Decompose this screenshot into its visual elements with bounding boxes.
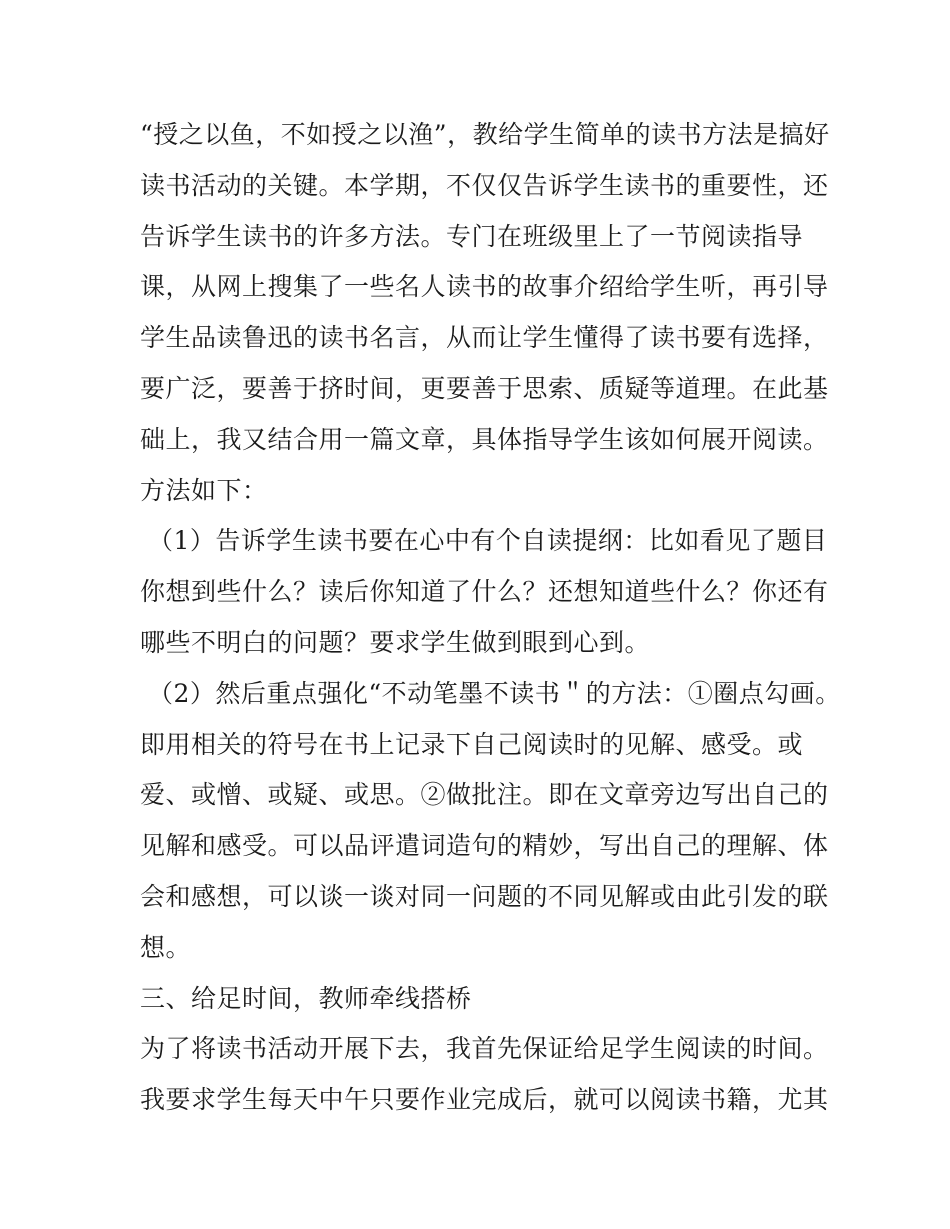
- text-line: 课，从网上搜集了一些名人读书的故事介绍给学生听，再引导: [140, 272, 829, 302]
- text-line: “授之以鱼，不如授之以渔”，教给学生简单的读书方法是搞好: [140, 120, 830, 149]
- text-line: 础上，我又结合用一篇文章，具体指导学生该如何展开阅读。: [140, 424, 829, 454]
- text-line: 见解和感受。可以品评遣词造句的精妙，写出自己的理解、体: [140, 831, 829, 861]
- text-line: 学生品读鲁迅的读书名言，从而让学生懂得了读书要有选择，: [140, 323, 829, 353]
- text-line: 哪些不明白的问题？要求学生做到眼到心到。: [140, 627, 651, 657]
- text-line: 爱、或憎、或疑、或思。②做批注。即在文章旁边写出自己的: [140, 780, 829, 810]
- text-line: 会和感想，可以谈一谈对同一问题的不同见解或由此引发的联: [140, 881, 829, 911]
- text-line: 读书活动的关键。本学期，不仅仅告诉学生读书的重要性，还: [140, 170, 829, 200]
- section-heading: 三、给足时间，教师牵线搭桥: [140, 983, 472, 1013]
- list-item-2: （2）然后重点强化“不动笔墨不读书＂的方法：①圈点勾画。: [148, 678, 841, 708]
- body-text: [140, 110, 841, 1126]
- text-line: 我要求学生每天中午只要作业完成后，就可以阅读书籍，尤其: [140, 1085, 829, 1115]
- text-line: 方法如下：: [140, 475, 268, 505]
- text-line: 想。: [140, 932, 192, 962]
- text-line: 告诉学生读书的许多方法。专门在班级里上了一节阅读指导: [140, 221, 804, 251]
- text-line: 为了将读书活动开展下去，我首先保证给足学生阅读的时间。: [140, 1034, 829, 1064]
- text-line: 你想到些什么？读后你知道了什么？还想知道些什么？你还有: [140, 577, 829, 607]
- text-line: 即用相关的符号在书上记录下自己阅读时的见解、感受。或: [140, 729, 804, 759]
- text-line: 要广泛，要善于挤时间，更要善于思索、质疑等道理。在此基: [140, 373, 829, 403]
- list-item-1: （1）告诉学生读书要在心中有个自读提纲：比如看见了题目: [148, 526, 828, 556]
